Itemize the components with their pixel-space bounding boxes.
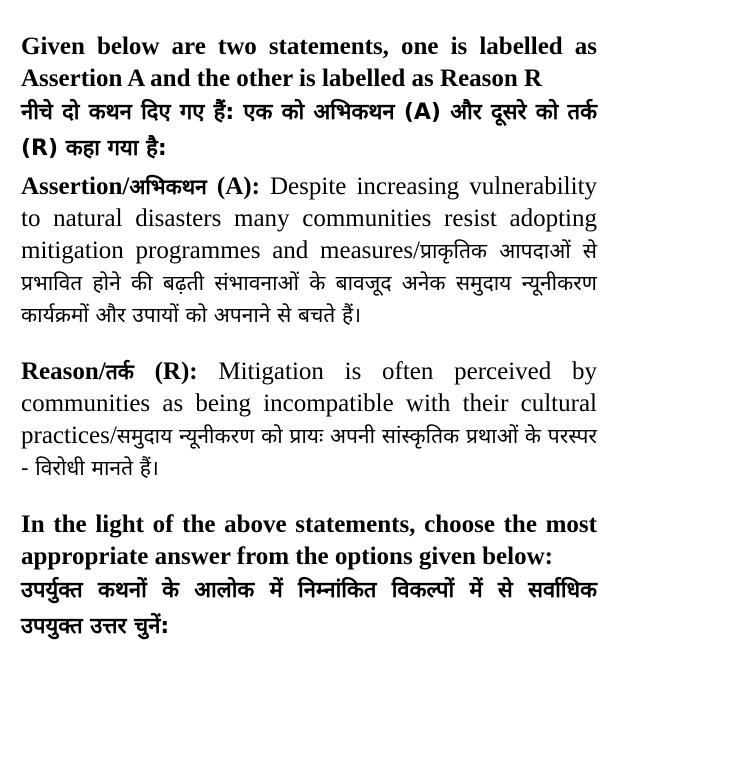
reason-paragraph (21, 356, 597, 484)
reason-label-en: Reason/ (21, 358, 106, 385)
instruction-english: In the light of the above statements, choose the most appropriate answer from the options given below: (21, 511, 597, 570)
reason-text-hi: समुदाय न्यूनीकरण को प्रायः अपनी सांस्कृतिक प्रथाओं के परस्पर - विरोधी मानते हैं। (21, 424, 597, 480)
question-document (21, 31, 597, 645)
reason-label-hi: तर्क (105, 360, 134, 384)
assertion-paragraph (21, 171, 597, 331)
reason-text-en: Mitigation is often perceived by communities as being incompatible with their cultural practices/ (21, 358, 598, 449)
intro-english: Given below are two statements, one is labelled as Assertion A and the other is labelled as Reason R (21, 33, 597, 92)
assertion-label-en: Assertion/ (21, 173, 130, 200)
intro-hindi: नीचे दो कथन दिए गए हैं: एक को अभिकथन (A) और दूसरे को तर्क (R) कहा गया है: (21, 100, 597, 161)
reason-label-tag: (R): (154, 358, 198, 385)
assertion-label-hi: अभिकथन (129, 175, 207, 199)
assertion-label-tag: (A): (216, 173, 260, 200)
assertion-text-hi: प्राकृतिक आपदाओं से प्रभावित होने की बढ़ती संभावनाओं के बावजूद अनेक समुदाय न्यूनीकरण कार्यक्रमों और उपायों को अपनाने से बचते हैं। (21, 239, 598, 327)
instruction-hindi: उपर्युक्त कथनों के आलोक में निम्नांकित विकल्पों में से सर्वाधिक उपयुक्त उत्तर चुनें: (21, 578, 597, 639)
assertion-text-en: Despite increasing vulnerability to natural disasters many communities resist adopting mitigation programmes and measures/ (21, 173, 598, 264)
